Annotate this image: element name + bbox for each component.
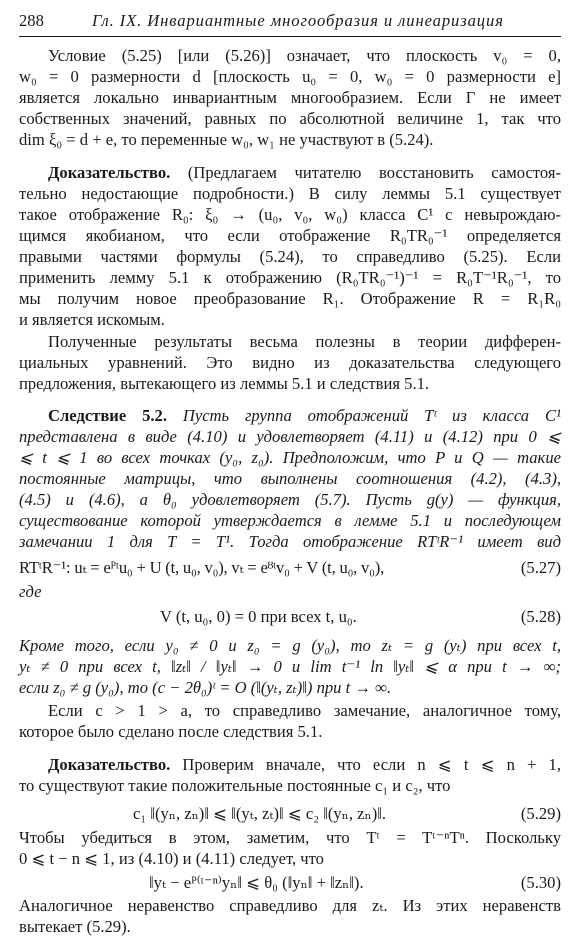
equation-5-27: RTᵗR⁻¹: uₜ = eᴾᵗu₀ + U (t, u₀, v₀), vₜ = eᴽᵗv₀ + V (t, u₀, v₀), <box>19 558 385 577</box>
text-line: Если c > 1 > a, то справедливо замечание, аналогичное тому, <box>48 701 561 720</box>
text-line: которое было сделано после следствия 5.1. <box>19 722 323 741</box>
text-line: представлена в виде (4.10) и удовлетворяет (4.11) и (4.12) при 0 ⩽ <box>19 427 561 446</box>
running-title: Гл. IX. Инвариантные многообразия и линеаризация <box>92 11 504 30</box>
text-line: щимся якобианом, что если отображение R₀TR₀⁻¹ определяется <box>19 226 561 245</box>
equation-number: (5.27) <box>520 558 561 577</box>
text-line: является локально инвариантным многообразием. Если Γ не имеет <box>19 88 561 107</box>
text-line: тельно недостающие подробности.) В силу леммы 5.1 существует <box>19 184 561 203</box>
corollary-heading-line: Следствие 5.2. Пусть группа отображений Tᵗ из класса C¹ <box>48 406 561 425</box>
text-line: где <box>19 582 42 601</box>
text-line: (4.5) и (4.6), а θ₀ удовлетворяет (5.7). Пусть g(y) — функция, <box>19 490 561 509</box>
text-line: предложения, вытекающего из леммы 5.1 и следствия 5.1. <box>19 374 430 393</box>
text-line: постоянные матрицы, что выполнены соотношения (4.2), (4.3), <box>19 469 561 488</box>
equation-5-28: V (t, u₀, 0) = 0 при всех t, u₀. <box>160 607 357 626</box>
equation-number: (5.30) <box>520 873 561 892</box>
text-line: и является искомым. <box>19 310 165 329</box>
text-line: существование которой утверждается в лемме 5.1 и последующем <box>19 511 561 530</box>
equation-number: (5.29) <box>520 804 561 823</box>
text-line: Аналогичное неравенство справедливо для zₜ. Из этих неравенств <box>19 896 561 915</box>
page-number: 288 <box>19 11 44 30</box>
text-line: Условие (5.25) [или (5.26)] означает, что плоскость v₀ = 0, <box>48 46 561 65</box>
text-line: правыми частями формулы (5.24), то справедливо (5.25). Если <box>19 247 561 266</box>
text-line: ⩽ t ⩽ 1 во всех точках (y₀, z₀). Предположим, что P и Q — такие <box>19 448 561 467</box>
text-line: 0 ⩽ t − n ⩽ 1, из (4.10) и (4.11) следует, что <box>19 849 324 868</box>
text-line: применить лемму 5.1 к отображению (R₀TR₀⁻¹)⁻¹ = R₀T⁻¹R₀⁻¹, то <box>19 268 561 287</box>
proof-heading-line: Доказательство. (Предлагаем читателю восстановить самостоя- <box>48 163 561 182</box>
text-line: yₜ ≠ 0 при всех t, ‖zₜ‖ / ‖yₜ‖ → 0 и lim t⁻¹ ln ‖yₜ‖ ⩽ α при t → ∞; <box>19 657 561 676</box>
text-line: циальных уравнений. Это видно из доказательства следующего <box>19 353 561 372</box>
equation-number: (5.28) <box>520 607 561 626</box>
proof-heading-line: Доказательство. Проверим вначале, что если n ⩽ t ⩽ n + 1, <box>48 755 561 774</box>
text-line: Чтобы убедиться в этом, заметим, что Tᵗ = Tᵗ⁻ⁿTⁿ. Поскольку <box>19 828 561 847</box>
text-line: w₀ = 0 размерности d [плоскость u₀ = 0, w₀ = 0 размерности e] <box>19 67 561 86</box>
text-line: Кроме того, если y₀ ≠ 0 и z₀ = g (y₀), то zₜ = g (yₜ) при всех t, <box>19 636 561 655</box>
text-line: замечании 1 для T = T¹. Тогда отображение RTᵗR⁻¹ имеет вид <box>19 532 561 551</box>
text-line: dim ξ₀ = d + e, то переменные w₀, w₁ не участвуют в (5.24). <box>19 130 434 149</box>
text-line: собственных значений, равных по абсолютной величине 1, так что <box>19 109 561 128</box>
text-line: то существуют такие положительные постоянные c₁ и c₂, что <box>19 776 451 795</box>
text-line: такое отображение R₀: ξ₀ → (u₀, v₀, w₀) класса C¹ с невырождаю- <box>19 205 561 224</box>
text-line: если z₀ ≠ g (y₀), то (c − 2θ₀)ᵗ = O (‖(yₜ, zₜ)‖) при t → ∞. <box>19 678 392 697</box>
text-line: мы получим новое преобразование R₁. Отображение R = R₁R₀ <box>19 289 561 308</box>
equation-5-30: ‖yₜ − eᴾ⁽ᵗ⁻ⁿ⁾yₙ‖ ⩽ θ₀ (‖yₙ‖ + ‖zₙ‖). <box>149 873 364 892</box>
text-line: вытекает (5.29). <box>19 917 131 936</box>
header-rule <box>19 36 561 37</box>
equation-5-29: c₁ ‖(yₙ, zₙ)‖ ⩽ ‖(yₜ, zₜ)‖ ⩽ c₂ ‖(yₙ, zₙ)‖. <box>133 804 387 823</box>
text-line: Полученные результаты весьма полезны в теории дифферен- <box>48 332 561 351</box>
